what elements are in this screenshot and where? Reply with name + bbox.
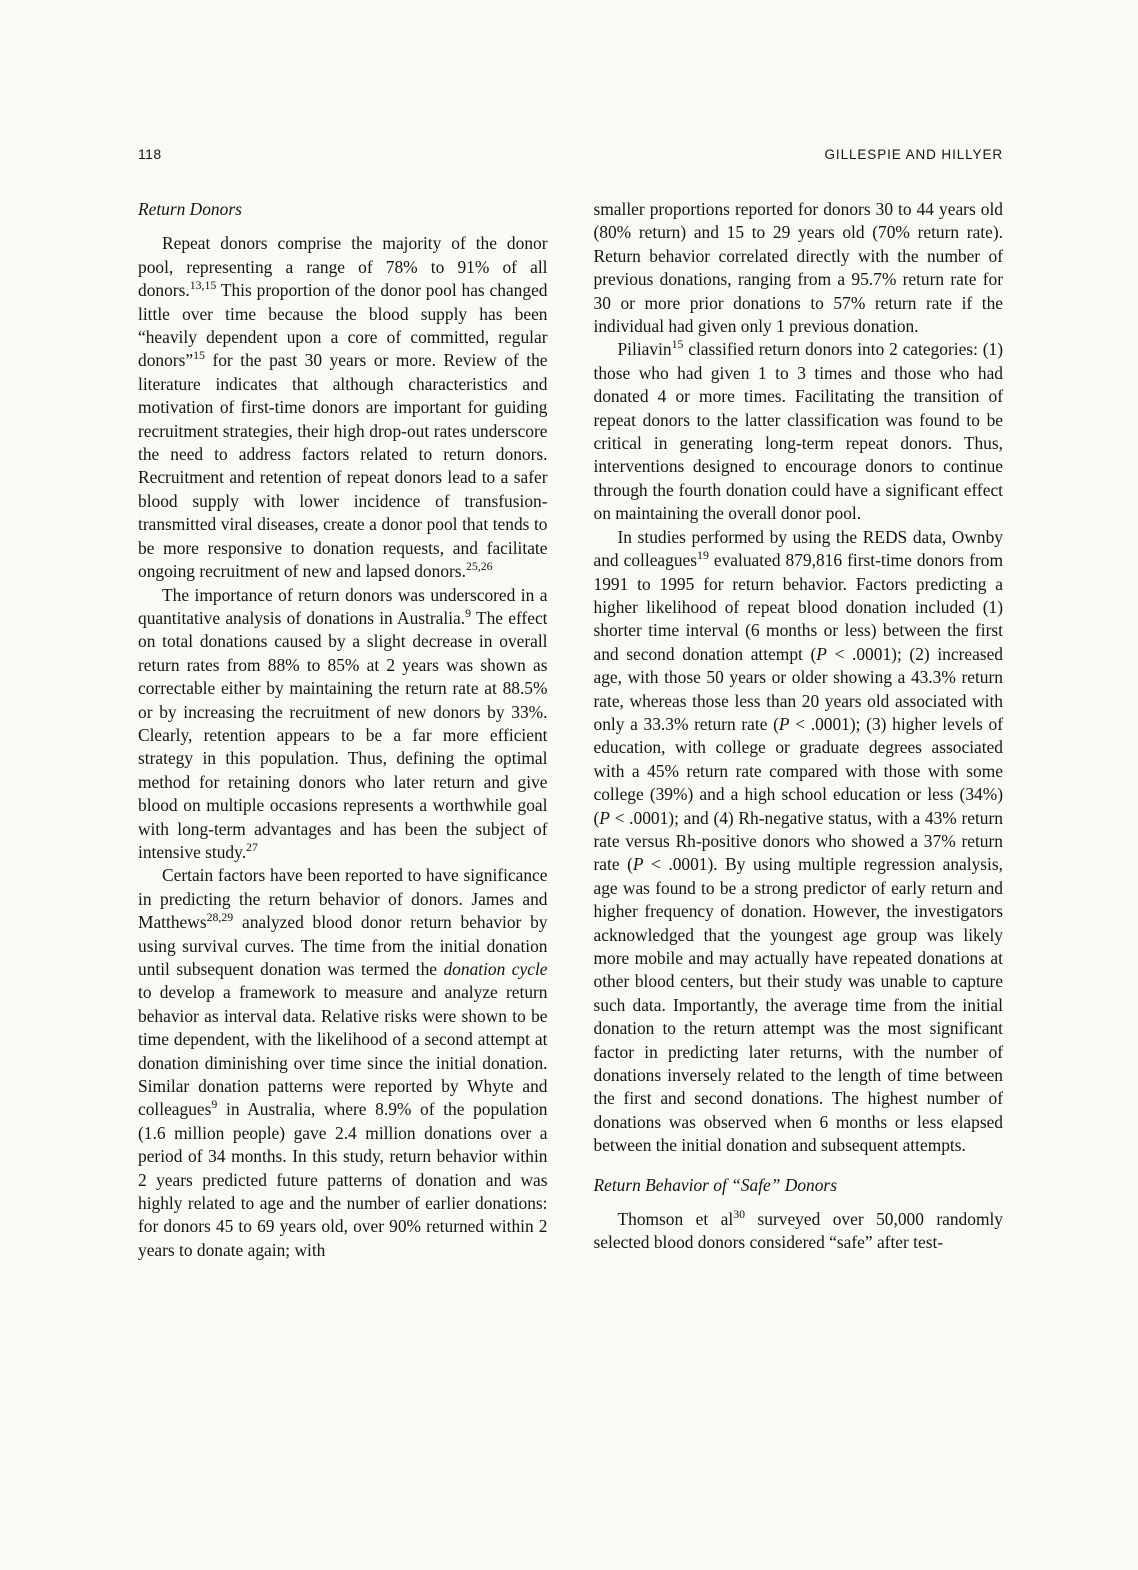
paragraph: The importance of return donors was underscored in a quantitative analysis of donations in Australia.$^9$ The effect on total donations caused by a slight decrease in overall return rates from 88% to 85% at 2 years was shown as correctable either by maintaining the return rate at 88.5% or by increasing the recruitment of new donors by 33%. Clearly, retention appears to be a far more efficient strategy in this population. Thus, defining the optimal method for retaining donors who later return and give blood on multiple occasions represents a worthwhile goal with long-term advantages and has been the subject of intensive study.$^{27}$ [138, 584, 548, 862]
paragraph: smaller proportions reported for donors 30 to 44 years old (80% return) and 15 to 29 years old (70% return rate). Return behavior correlated directly with the number of previous donations, ranging from a 95.7% return rate for 30 or more prior donations to 57% return rate if the individual had given only 1 previous donation. [593, 199, 1003, 337]
section-heading-return-behavior-safe-donors: Return Behavior of “Safe” Donors [593, 1174, 837, 1195]
left-column [138, 198, 548, 1262]
section-heading-return-donors: Return Donors [138, 199, 242, 219]
paragraph: Repeat donors comprise the majority of the donor pool, representing a range of 78% to 91% of all donors.$^{13,15}$ This proportion of the donor pool has changed little over time because the blood supply has been “heavily dependent upon a core of committed, regular donors”$^{15}$ for the past 30 years or more. Review of the literature indicates that although characteristics and motivation of first-time donors are important for guiding recruitment strategies, their high drop-out rates underscore the need to address factors related to return donors. Recruitment and retention of repeat donors lead to a safer blood supply with lower incidence of transfusion-transmitted viral diseases, create a donor pool that tends to be more responsive to donation requests, and facilitate ongoing recruitment of new and lapsed donors.$^{25,26}$ [138, 233, 548, 582]
two-column-body [138, 198, 1003, 1262]
paragraph: In studies performed by using the REDS data, Ownby and colleagues$^{19}$ evaluated 879,816 first-time donors from 1991 to 1995 for return behavior. Factors predicting a higher likelihood of repeat blood donation included (1) shorter time interval (6 months or less) between the first and second donation attempt (P < .0001); (2) increased age, with those 50 years or older showing a 43.3% return rate, whereas those less than 20 years old associated with only a 33.3% return rate (P < .0001); (3) higher levels of education, with college or graduate degrees associated with a 45% return rate compared with those with some college (39%) and a high school education or less (34%) (P < .0001); and (4) Rh-negative status, with a 43% return rate versus Rh-positive donors who showed a 37% return rate (P < .0001). By using multiple regression analysis, age was found to be a strong predictor of early return and higher frequency of donation. However, the investigators acknowledged that the youngest age group was likely more mobile and may actually have repeated donations at other blood centers, but their study was unable to capture such data. Importantly, the average time from the initial donation to the return attempt was the most significant factor in predicting later returns, with the number of donations inversely related to the length of time between the first and second donations. The highest number of donations was observed when 6 months or less elapsed between the initial donation and subsequent attempts. [593, 526, 1004, 1156]
paragraph: Piliavin$^{15}$ classified return donors into 2 categories: (1) those who had given 1 to 3 times and those who had donated 4 or more times. Facilitating the transition of repeat donors to the latter classification was found to be critical in generating long-term repeat donors. Thus, interventions designed to encourage donors to continue through the fourth donation could have a significant effect on maintaining the overall donor pool. [593, 337, 1003, 524]
page-number: 118 [138, 146, 162, 162]
paragraph: Certain factors have been reported to have significance in predicting the return behavior of donors. James and Matthews$^{28,29}$ analyzed blood donor return behavior by using survival curves. The time from the initial donation until subsequent donation was termed the donation cycle to develop a framework to measure and analyze return behavior as interval data. Relative risks were shown to be time dependent, with the likelihood of a second attempt at donation diminishing over time since the initial donation. Similar donation patterns were reported by Whyte and colleagues$^9$ in Australia, where 8.9% of the population (1.6 million people) gave 2.4 million donations over a period of 34 months. In this study, return behavior within 2 years predicted future patterns of donation and was highly related to age and the number of earlier donations: for donors 45 to 69 years old, over 90% returned within 2 years to donate again; with [138, 865, 548, 1260]
paragraph: Thomson et $al^{30}$ surveyed over 50,000 randomly selected blood donors considered “safe” after test- [593, 1207, 1004, 1253]
running-head: GILLESPIE AND HILLYER [824, 147, 1003, 162]
right-column [594, 198, 1004, 1262]
page-header [138, 146, 1003, 162]
